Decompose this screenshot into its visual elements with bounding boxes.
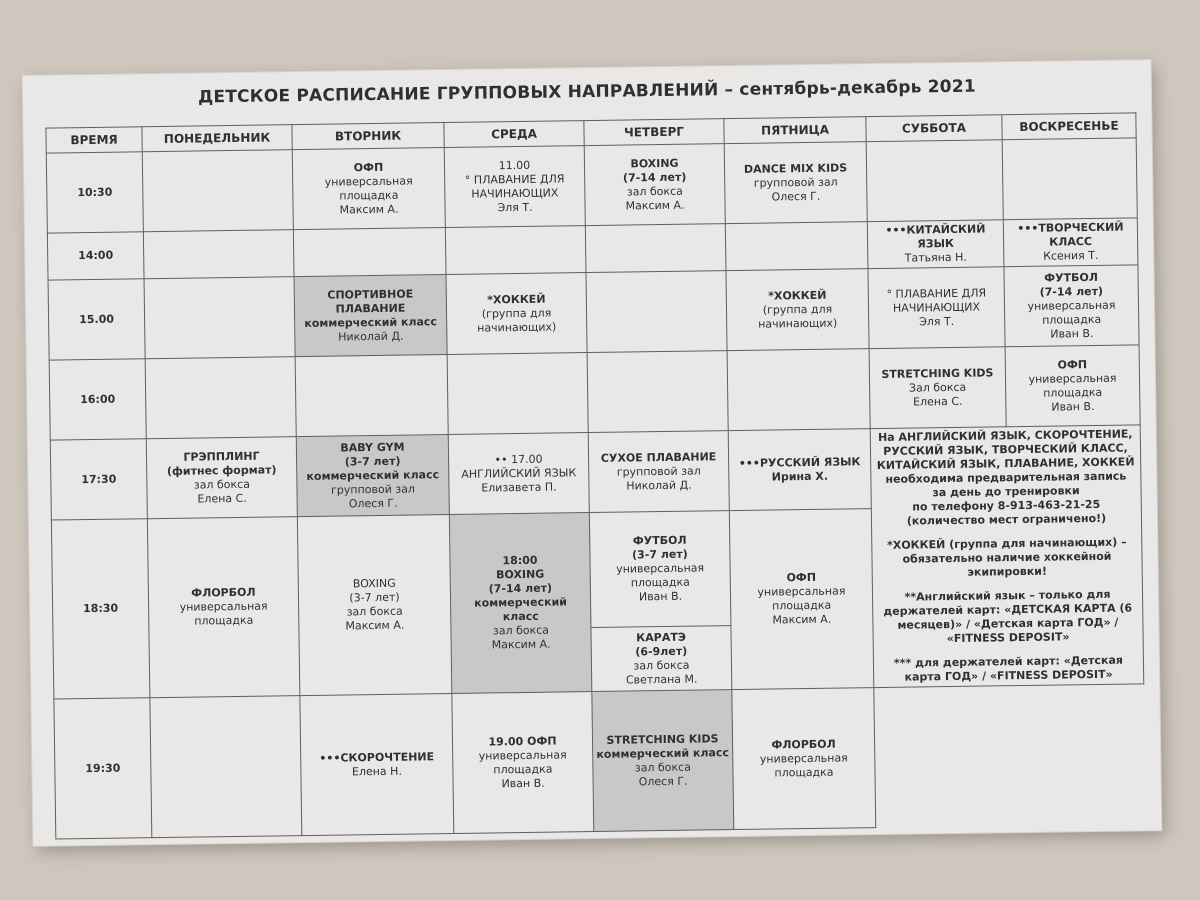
class-cell — [724, 142, 867, 224]
empty-cell — [293, 228, 446, 277]
header-thursday: ЧЕТВЕРГ — [584, 119, 724, 146]
class-type: коммерческий класс — [306, 467, 440, 483]
class-title: ФЛОРБОЛ — [191, 585, 256, 600]
class-line: зал бокса — [492, 623, 550, 638]
class-cell — [296, 435, 449, 517]
class-trainer: Елена С. — [197, 491, 247, 506]
class-title: BOXING — [496, 567, 545, 582]
class-title: *ХОККЕЙ — [768, 288, 827, 303]
note-line: карта ГОД» / «FITNESS DEPOSIT» — [904, 667, 1113, 684]
empty-cell — [295, 355, 448, 437]
class-line: универсальная — [1028, 371, 1117, 386]
class-trainer: Олеся Г. — [348, 496, 398, 510]
empty-cell — [145, 357, 296, 439]
class-line: •• 17.00 — [494, 452, 543, 466]
class-title: ОФП — [786, 570, 817, 585]
time-cell: 10:30 — [46, 152, 143, 233]
note-line: по телефону 8-913-463-21-25 — [912, 497, 1101, 514]
class-title: •••ТВОРЧЕСКИЙ — [1017, 220, 1124, 236]
schedule-sheet — [23, 60, 1162, 846]
class-trainer: Николай Д. — [338, 329, 404, 344]
class-line: универсальная — [179, 599, 268, 614]
note-line: **Английский язык – только для — [904, 587, 1111, 604]
row-1500 — [48, 265, 1139, 360]
header-wednesday: СРЕДА — [444, 121, 584, 148]
empty-cell — [586, 271, 727, 353]
class-type: коммерческий класс — [596, 745, 730, 761]
class-cell — [146, 437, 297, 519]
class-cell — [300, 693, 454, 835]
note-line: КИТАЙСКИЙ ЯЗЫК, ПЛАВАНИЕ, ХОККЕЙ — [876, 455, 1135, 473]
note-line: *** для держателей карт: «Детская — [893, 653, 1124, 670]
empty-cell — [587, 351, 728, 433]
note-registration — [874, 427, 1138, 529]
class-line: зал бокса — [634, 760, 692, 774]
class-title: 11.00 — [498, 158, 531, 172]
class-line: площадка — [1042, 312, 1102, 327]
class-trainer: Максим А. — [625, 198, 685, 213]
empty-cell — [585, 224, 726, 273]
class-cell — [1003, 218, 1138, 267]
class-type: коммерческий класс — [304, 314, 438, 330]
class-line: (группа для — [481, 306, 552, 321]
class-cell — [732, 688, 876, 830]
class-line: групповой зал — [616, 463, 701, 479]
note-line: «FITNESS DEPOSIT» — [946, 630, 1070, 646]
class-title: АНГЛИЙСКИЙ ЯЗЫК — [461, 465, 577, 481]
class-subtitle: (3-7 лет) — [349, 590, 400, 605]
note-line: месяцев)» / «Детская карта ГОД» / — [897, 615, 1119, 632]
row-1600 — [49, 345, 1140, 440]
class-trainer: Татьяна Н. — [904, 250, 967, 265]
class-line: площадка — [194, 613, 254, 628]
note-line: за день до тренировки — [932, 484, 1080, 500]
class-line: площадка — [1043, 385, 1103, 400]
class-title: СПОРТИВНОЕ — [327, 286, 414, 302]
empty-cell — [727, 349, 870, 431]
class-trainer: Олеся Г. — [771, 189, 821, 203]
class-title: 19.00 ОФП — [488, 734, 557, 748]
class-line: групповой зал — [330, 481, 416, 497]
class-title: BOXING — [352, 576, 396, 591]
page-title: ДЕТСКОЕ РАСПИСАНИЕ ГРУППОВЫХ НАПРАВЛЕНИЙ – сентябрь-декабрь 2021 — [197, 76, 976, 108]
class-cell — [292, 148, 445, 230]
class-trainer: Олеся Г. — [638, 774, 688, 788]
class-trainer: Николай Д. — [626, 478, 692, 493]
class-line: начинающих) — [758, 316, 838, 331]
note-line: обязательно наличие хоккейной — [902, 549, 1112, 566]
class-cell — [729, 509, 873, 690]
time-cell: 17:30 — [50, 439, 147, 520]
class-subtitle: ПЛАВАНИЕ — [335, 301, 406, 316]
class-subtitle: (3-7 лет) — [344, 454, 401, 468]
class-line: НАЧИНАЮЩИХ — [892, 300, 981, 315]
class-title: ОФП — [353, 160, 384, 174]
class-title: ФЛОРБОЛ — [771, 737, 836, 752]
header-monday: ПОНЕДЕЛЬНИК — [142, 125, 292, 152]
class-trainer: Светлана М. — [625, 672, 698, 687]
note-english — [876, 587, 1140, 647]
class-title: ФУТБОЛ — [1044, 270, 1099, 285]
class-line: зал бокса — [193, 477, 251, 492]
class-cell — [588, 431, 729, 513]
note-line: (количество мест ограничено!) — [906, 511, 1107, 528]
class-trainer: Эля Т. — [497, 200, 533, 214]
class-title: ГРЭППЛИНГ — [183, 449, 260, 464]
class-title: КАРАТЭ — [636, 630, 686, 644]
class-trainer: Елена С. — [913, 394, 963, 409]
row-1930 — [54, 684, 1146, 839]
class-subtitle: КЛАСС — [1049, 234, 1093, 249]
class-line: площадка — [630, 575, 690, 590]
class-trainer: Ксения Т. — [1043, 248, 1099, 263]
class-cell — [591, 626, 732, 692]
class-title: *ХОККЕЙ — [487, 292, 546, 306]
note-hockey — [875, 535, 1139, 581]
class-subtitle: (6-9лет) — [635, 644, 688, 658]
empty-cell — [1002, 138, 1137, 220]
empty-cell — [445, 226, 586, 275]
class-cell — [584, 144, 725, 226]
class-cell — [449, 513, 591, 694]
class-line: зал бокса — [346, 604, 403, 619]
class-cell — [452, 692, 594, 834]
class-cell — [867, 220, 1004, 269]
note-line: экипировки! — [967, 564, 1048, 579]
empty-cell — [142, 150, 293, 232]
class-line: площадка — [493, 762, 553, 776]
class-line: ° ПЛАВАНИЕ ДЛЯ — [886, 285, 987, 301]
class-title: •••СКОРОЧТЕНИЕ — [319, 749, 435, 765]
class-title: STRETCHING KIDS — [881, 365, 994, 381]
header-tuesday: ВТОРНИК — [292, 123, 444, 150]
schedule-table — [45, 112, 1146, 839]
class-line: (группа для — [762, 302, 833, 317]
time-cell: 15.00 — [48, 279, 145, 360]
empty-cell — [143, 230, 294, 279]
class-trainer: Иван В. — [638, 589, 683, 604]
class-subtitle: (7-14 лет) — [1039, 284, 1104, 299]
class-title: •••КИТАЙСКИЙ — [885, 222, 986, 237]
class-title: ОФП — [1057, 357, 1088, 371]
info-notes — [870, 425, 1144, 688]
class-cell — [444, 146, 585, 228]
class-line: групповой зал — [753, 175, 838, 190]
class-cell — [592, 690, 734, 832]
class-line: универсальная — [759, 750, 848, 766]
class-trainer: Эля Т. — [919, 314, 955, 328]
class-subtitle: ЯЗЫК — [917, 236, 955, 251]
class-line: универсальная — [324, 173, 413, 189]
class-title: СУХОЕ ПЛАВАНИЕ — [600, 449, 717, 465]
class-cell — [147, 517, 299, 698]
class-cell — [294, 275, 447, 357]
empty-cell — [866, 140, 1003, 222]
class-line: начинающих) — [477, 319, 557, 335]
class-cell — [446, 273, 587, 355]
class-line: универсальная — [1027, 298, 1116, 313]
class-cell — [728, 429, 871, 511]
class-time: 18:00 — [502, 553, 538, 568]
header-friday: ПЯТНИЦА — [724, 117, 866, 144]
header-saturday: СУББОТА — [866, 115, 1002, 142]
empty-cell — [447, 353, 588, 435]
empty-cell — [144, 277, 295, 359]
class-cell — [1004, 265, 1139, 347]
class-trainer: Иван В. — [501, 776, 545, 790]
class-subtitle: (7-14 лет) — [622, 170, 687, 185]
empty-cell — [150, 696, 302, 838]
class-cell — [448, 433, 589, 515]
row-1730 — [50, 425, 1141, 520]
class-trainer: Иван В. — [1051, 399, 1095, 414]
class-cell — [726, 269, 869, 351]
class-subtitle: (фитнес формат) — [166, 462, 277, 478]
note-line: РУССКИЙ ЯЗЫК, ТВОРЧЕСКИЙ КЛАСС, — [883, 441, 1128, 458]
class-subtitle: (7-14 лет) — [488, 581, 553, 596]
class-trainer: Максим А. — [491, 637, 551, 652]
header-sunday: ВОСКРЕСЕНЬЕ — [1002, 113, 1136, 140]
class-line: НАЧИНАЮЩИХ — [471, 185, 559, 201]
class-title: •••РУССКИЙ ЯЗЫК — [738, 454, 861, 470]
class-type: класс — [502, 609, 539, 624]
class-line: площадка — [774, 765, 834, 779]
class-line: универсальная — [616, 561, 705, 576]
class-line: зал бокса — [633, 658, 690, 672]
note-line: необходима предварительная запись — [885, 469, 1127, 486]
class-trainer: Максим А. — [339, 202, 399, 216]
header-time: ВРЕМЯ — [46, 127, 142, 153]
time-cell: 14:00 — [47, 232, 144, 280]
class-line: универсальная — [757, 584, 846, 599]
class-trainer: Елена Н. — [351, 764, 402, 778]
note-line: держателей карт: «ДЕТСКАЯ КАРТА (6 — [883, 601, 1133, 618]
note-cards — [877, 653, 1140, 685]
class-title: BOXING — [630, 156, 679, 170]
note-line: *ХОККЕЙ (группа для начинающих) – — [886, 535, 1127, 552]
class-line: Зал бокса — [908, 380, 967, 395]
class-cell — [869, 347, 1006, 429]
class-cell — [1005, 345, 1140, 427]
class-title: BABY GYM — [340, 440, 405, 455]
class-line: площадка — [339, 188, 399, 203]
empty-cell — [725, 222, 868, 271]
class-cell — [589, 511, 731, 628]
row-1030 — [46, 138, 1137, 233]
class-trainer: Максим А. — [772, 612, 832, 627]
class-trainer: Максим А. — [345, 618, 405, 633]
note-line: На АНГЛИЙСКИЙ ЯЗЫК, СКОРОЧТЕНИЕ, — [877, 427, 1133, 445]
class-trainer: Иван В. — [1050, 326, 1094, 341]
class-line: зал бокса — [626, 184, 683, 198]
time-cell: 18:30 — [51, 519, 149, 699]
class-title: ФУТБОЛ — [632, 533, 687, 548]
class-trainer: Ирина Х. — [771, 469, 829, 483]
class-cell — [868, 267, 1005, 349]
class-title: STRETCHING KIDS — [606, 731, 719, 747]
class-line: площадка — [772, 598, 832, 613]
time-cell: 16:00 — [49, 359, 146, 440]
class-type: коммерческий — [474, 595, 568, 610]
class-title: DANCE MIX KIDS — [743, 160, 848, 176]
class-cell — [297, 514, 451, 695]
time-cell: 19:30 — [54, 698, 152, 839]
class-line: ° ПЛАВАНИЕ ДЛЯ — [464, 171, 565, 187]
class-subtitle: (3-7 лет) — [632, 547, 688, 562]
class-line: универсальная — [478, 747, 567, 763]
class-trainer: Елизавета П. — [481, 479, 557, 495]
